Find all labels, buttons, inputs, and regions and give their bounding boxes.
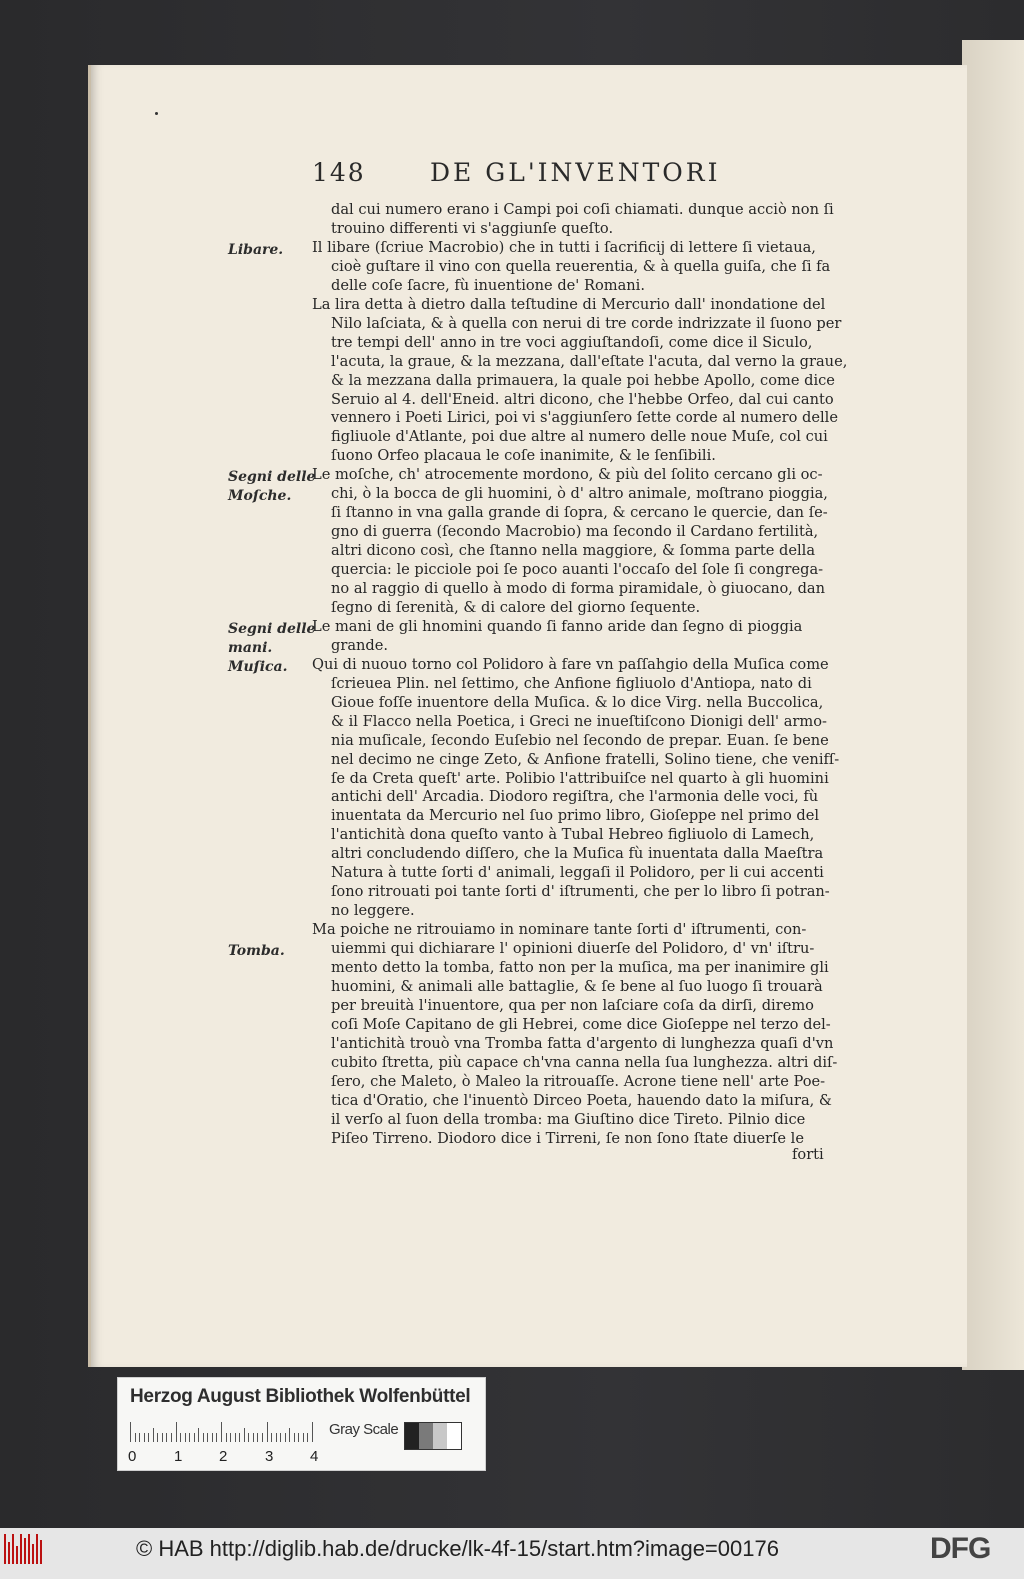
text-line: cubito ſtretta, più capace ch'vna canna nella ſua lunghezza. altri diſ-	[331, 1053, 838, 1071]
barcode-bar	[40, 1540, 42, 1564]
copyright-link[interactable]: © HAB http://diglib.hab.de/drucke/lk-4f-15/start.htm?image=00176	[136, 1536, 779, 1561]
gray-scale-swatches	[404, 1422, 462, 1450]
color-reference-card	[117, 1377, 486, 1471]
text-line: cioè guſtare il vino con quella reuerentia, & à quella guiſa, che ſi fa	[331, 257, 831, 275]
ruler-tick	[207, 1433, 208, 1442]
ruler-tick	[303, 1433, 304, 1442]
text-line: nel decimo ne cinge Zeto, & Anfione fratelli, Solino tiene, che venifſ-	[331, 750, 840, 768]
ruler-tick	[153, 1428, 154, 1442]
ruler-tick	[235, 1433, 236, 1442]
ruler-tick	[189, 1433, 190, 1442]
text-line: ſono ritrouati poi tante ſorti d' iſtrumenti, che per lo libro ſi potran-	[331, 883, 830, 901]
margin-note: Muſica.	[228, 658, 288, 675]
barcode-bar	[28, 1534, 30, 1564]
barcode-bar	[8, 1542, 10, 1564]
text-line: per breuità l'inuentore, qua per non laſciare coſa da dirſi, diremo	[331, 996, 814, 1014]
hab-logo-icon	[4, 1534, 48, 1564]
ruler-tick	[262, 1433, 263, 1442]
text-line: Le mani de gli hnomini quando ſi fanno aride dan ſegno di pioggia	[312, 617, 803, 635]
text-line: uiemmi qui dichiarare l' opinioni diuerſe del Polidoro, d' vn' iſtru-	[331, 940, 815, 958]
ruler-tick	[162, 1433, 163, 1442]
barcode-bar	[36, 1534, 38, 1564]
ruler-tick	[244, 1428, 245, 1442]
ruler-tick	[130, 1422, 131, 1442]
barcode-bar	[12, 1534, 14, 1564]
ruler-tick	[267, 1422, 268, 1442]
text-line: Gioue foſſe inuentore della Muſica. & lo dice Virg. nella Buccolica,	[331, 693, 824, 711]
text-line: ſe da Creta queſt' arte. Polibio l'attribuiſce nel quarto à gli huomini	[331, 769, 829, 787]
text-line: ſuono Orfeo placaua le coſe inanimite, & le ſenſibili.	[331, 447, 716, 465]
text-line: no al raggio di quello à modo di forma piramidale, ò giuocano, dan	[331, 580, 826, 597]
library-name: Herzog August Bibliothek Wolfenbüttel	[130, 1386, 471, 1407]
text-line: ſegno di ſerenità, & di calore del giorno ſequente.	[331, 598, 701, 616]
text-line: il verſo al ſuon della tromba: ma Giuſtino dice Tireto. Pilnio dice	[331, 1110, 806, 1128]
margin-note: Segni delle	[228, 469, 316, 486]
ruler-tick	[312, 1422, 313, 1442]
ruler-tick	[257, 1433, 258, 1442]
ruler-tick	[276, 1433, 277, 1442]
ruler-tick	[148, 1433, 149, 1442]
text-line: ſcrieuea Plin. nel ſettimo, che Anfione figliuolo d'Antiopa, nato di	[331, 674, 812, 692]
text-line: ſi ſtanno in vna galla grande di ſopra, & cercano le quercie, dan ſe-	[331, 504, 828, 522]
ruler-tick	[221, 1422, 222, 1442]
ruler-tick	[180, 1433, 181, 1442]
barcode-bar	[20, 1534, 22, 1564]
scale-ruler	[130, 1422, 320, 1442]
text-line: Nilo laſciata, & à quella con nerui di tre corde indrizzate il ſuono per	[331, 314, 842, 332]
margin-note: Segni delle	[228, 620, 316, 637]
text-line: l'acuta, la graue, & la mezzana, dall'eſtate l'acuta, dal verno la graue,	[331, 352, 848, 370]
text-line: grande.	[331, 636, 389, 654]
text-line: antichi dell' Arcadia. Diodoro regiſtra, che l'armonia delle voci, fù	[331, 788, 819, 806]
ruler-number: 1	[174, 1448, 183, 1465]
barcode-bar	[4, 1534, 6, 1564]
ruler-tick	[166, 1433, 167, 1442]
text-line: Il libare (ſcriue Macrobio) che in tutti i ſacrificij di lettere ſi vietaua,	[312, 238, 816, 256]
footer-bar	[0, 1528, 1024, 1579]
text-line: l'antichità trouò vna Tromba fatta d'argento di lunghezza quaſi d'vn	[331, 1034, 834, 1052]
ruler-tick	[294, 1433, 295, 1442]
gray-swatch	[447, 1423, 461, 1449]
ruler-tick	[253, 1433, 254, 1442]
ruler-tick	[307, 1433, 308, 1442]
text-line: delle coſe ſacre, fù inuentione de' Romani.	[331, 276, 645, 294]
ruler-number: 3	[265, 1448, 274, 1465]
text-line: coſi Moſe Capitano de gli Hebrei, come dice Gioſeppe nel terzo del-	[331, 1015, 831, 1033]
text-line: Le moſche, ch' atrocemente mordono, & più del ſolito cercano gli oc-	[312, 466, 823, 484]
ruler-tick	[176, 1422, 177, 1442]
ruler-tick	[298, 1433, 299, 1442]
ink-speck	[155, 112, 158, 115]
ruler-number: 2	[219, 1448, 228, 1465]
ruler-tick	[198, 1428, 199, 1442]
text-line: no leggere.	[331, 902, 415, 920]
ruler-tick	[230, 1433, 231, 1442]
text-line: inuentata da Mercurio nel ſuo primo libro, Gioſeppe nel primo del	[331, 807, 820, 825]
gray-scale-label: Gray Scale	[329, 1421, 399, 1438]
text-line: Ma poiche ne ritrouiamo in nominare tante ſorti d' iſtrumenti, con-	[312, 921, 807, 939]
margin-note: mani.	[228, 639, 273, 656]
margin-note: Tomba.	[228, 943, 285, 960]
text-line: tre tempi dell' anno in tre voci aggiuſtandoſi, come dice il Siculo,	[331, 333, 813, 351]
ruler-tick	[185, 1433, 186, 1442]
text-line: & il Flacco nella Poetica, i Greci ne inueſtiſcono Dionigi dell' armo-	[331, 712, 827, 730]
gray-swatch	[405, 1423, 419, 1449]
text-line: gno di guerra (ſecondo Macrobio) ma ſecondo il Cardano fertilità,	[331, 523, 819, 541]
ruler-tick	[289, 1428, 290, 1442]
ruler-tick	[239, 1433, 240, 1442]
ruler-tick	[285, 1433, 286, 1442]
text-line: Seruio al 4. dell'Eneid. altri dicono, che l'hebbe Orfeo, dal cui canto	[331, 390, 834, 408]
ruler-number: 4	[310, 1448, 319, 1465]
text-line: nia muſicale, ſecondo Euſebio nel ſecondo de prepar. Euan. ſe bene	[331, 731, 829, 749]
margin-note: Moſche.	[228, 488, 292, 505]
dfg-logo: DFG	[930, 1532, 991, 1565]
text-line: vennero i Poeti Lirici, poi vi s'aggiunſero ſette corde al numero delle	[331, 409, 838, 427]
page-number: 148	[312, 158, 366, 187]
text-line: & la mezzana dalla primauera, la quale poi hebbe Apollo, come dice	[331, 371, 835, 389]
ruler-tick	[212, 1433, 213, 1442]
gray-swatch	[433, 1423, 447, 1449]
ruler-tick	[271, 1433, 272, 1442]
ruler-tick	[157, 1433, 158, 1442]
text-line: l'antichità dona queſto vanto à Tubal Hebreo figliuolo di Lamech,	[331, 826, 815, 844]
text-line: quercia: le picciole poi ſe poco auanti l'occaſo del ſole ſi congrega-	[331, 561, 824, 579]
text-line: dal cui numero erano i Campi poi coſi chiamati. dunque acciò non ſi	[331, 201, 834, 218]
ruler-tick	[226, 1433, 227, 1442]
text-line: Qui di nuouo torno col Polidoro à fare vn paſſahgio della Muſica come	[312, 655, 829, 673]
ruler-tick	[171, 1433, 172, 1442]
text-line: huomini, & animali alle battaglie, & ſe bene al ſuo luogo ſi trouarà	[331, 977, 823, 995]
barcode-bar	[24, 1538, 26, 1564]
text-line: tica d'Oratio, che l'inuentò Dirceo Poeta, hauendo dato la miſura, &	[331, 1091, 832, 1109]
facing-page-edge	[962, 40, 1024, 1370]
barcode-bar	[32, 1544, 34, 1564]
barcode-bar	[16, 1546, 18, 1564]
ruler-number: 0	[128, 1448, 137, 1465]
text-line: altri dicono così, che ſtanno nella maggiore, & ſomma parte della	[331, 542, 816, 560]
page-header	[312, 158, 752, 190]
text-line: Piſeo Tirreno. Diodoro dice i Tirreni, ſe non ſono ſtate diuerſe le	[331, 1129, 804, 1147]
catchword: forti	[792, 1146, 824, 1163]
text-line: altri concludendo diſſero, che la Muſica fù inuentata dalla Maeſtra	[331, 845, 824, 863]
ruler-tick	[135, 1433, 136, 1442]
text-line: Natura à tutte ſorti d' animali, leggaſi il Polidoro, per li cui accenti	[331, 864, 824, 882]
ruler-tick	[194, 1433, 195, 1442]
ruler-tick	[203, 1433, 204, 1442]
text-line: trouino differenti vi s'aggiunſe queſto.	[331, 219, 614, 237]
ruler-tick	[248, 1433, 249, 1442]
ruler-tick	[144, 1433, 145, 1442]
text-line: La lira detta à dietro dalla teſtudine di Mercurio dall' inondatione del	[312, 295, 826, 313]
text-line: ſero, che Maleto, ò Maleo la ritrouaſſe. Acrone tiene nell' arte Poe-	[331, 1072, 826, 1090]
ruler-tick	[139, 1433, 140, 1442]
ruler-tick	[216, 1433, 217, 1442]
text-line: mento detto la tomba, fatto non per la muſica, ma per inanimire gli	[331, 959, 829, 976]
text-line: chi, ò la bocca de gli huomini, ò d' altro animale, moſtrano pioggia,	[331, 485, 828, 503]
gray-swatch	[419, 1423, 433, 1449]
text-line: figliuole d'Atlante, poi due altre al numero delle noue Muſe, col cui	[331, 428, 828, 446]
running-title: DE GL'INVENTORI	[430, 158, 721, 187]
ruler-tick	[280, 1433, 281, 1442]
margin-note: Libare.	[228, 241, 284, 258]
